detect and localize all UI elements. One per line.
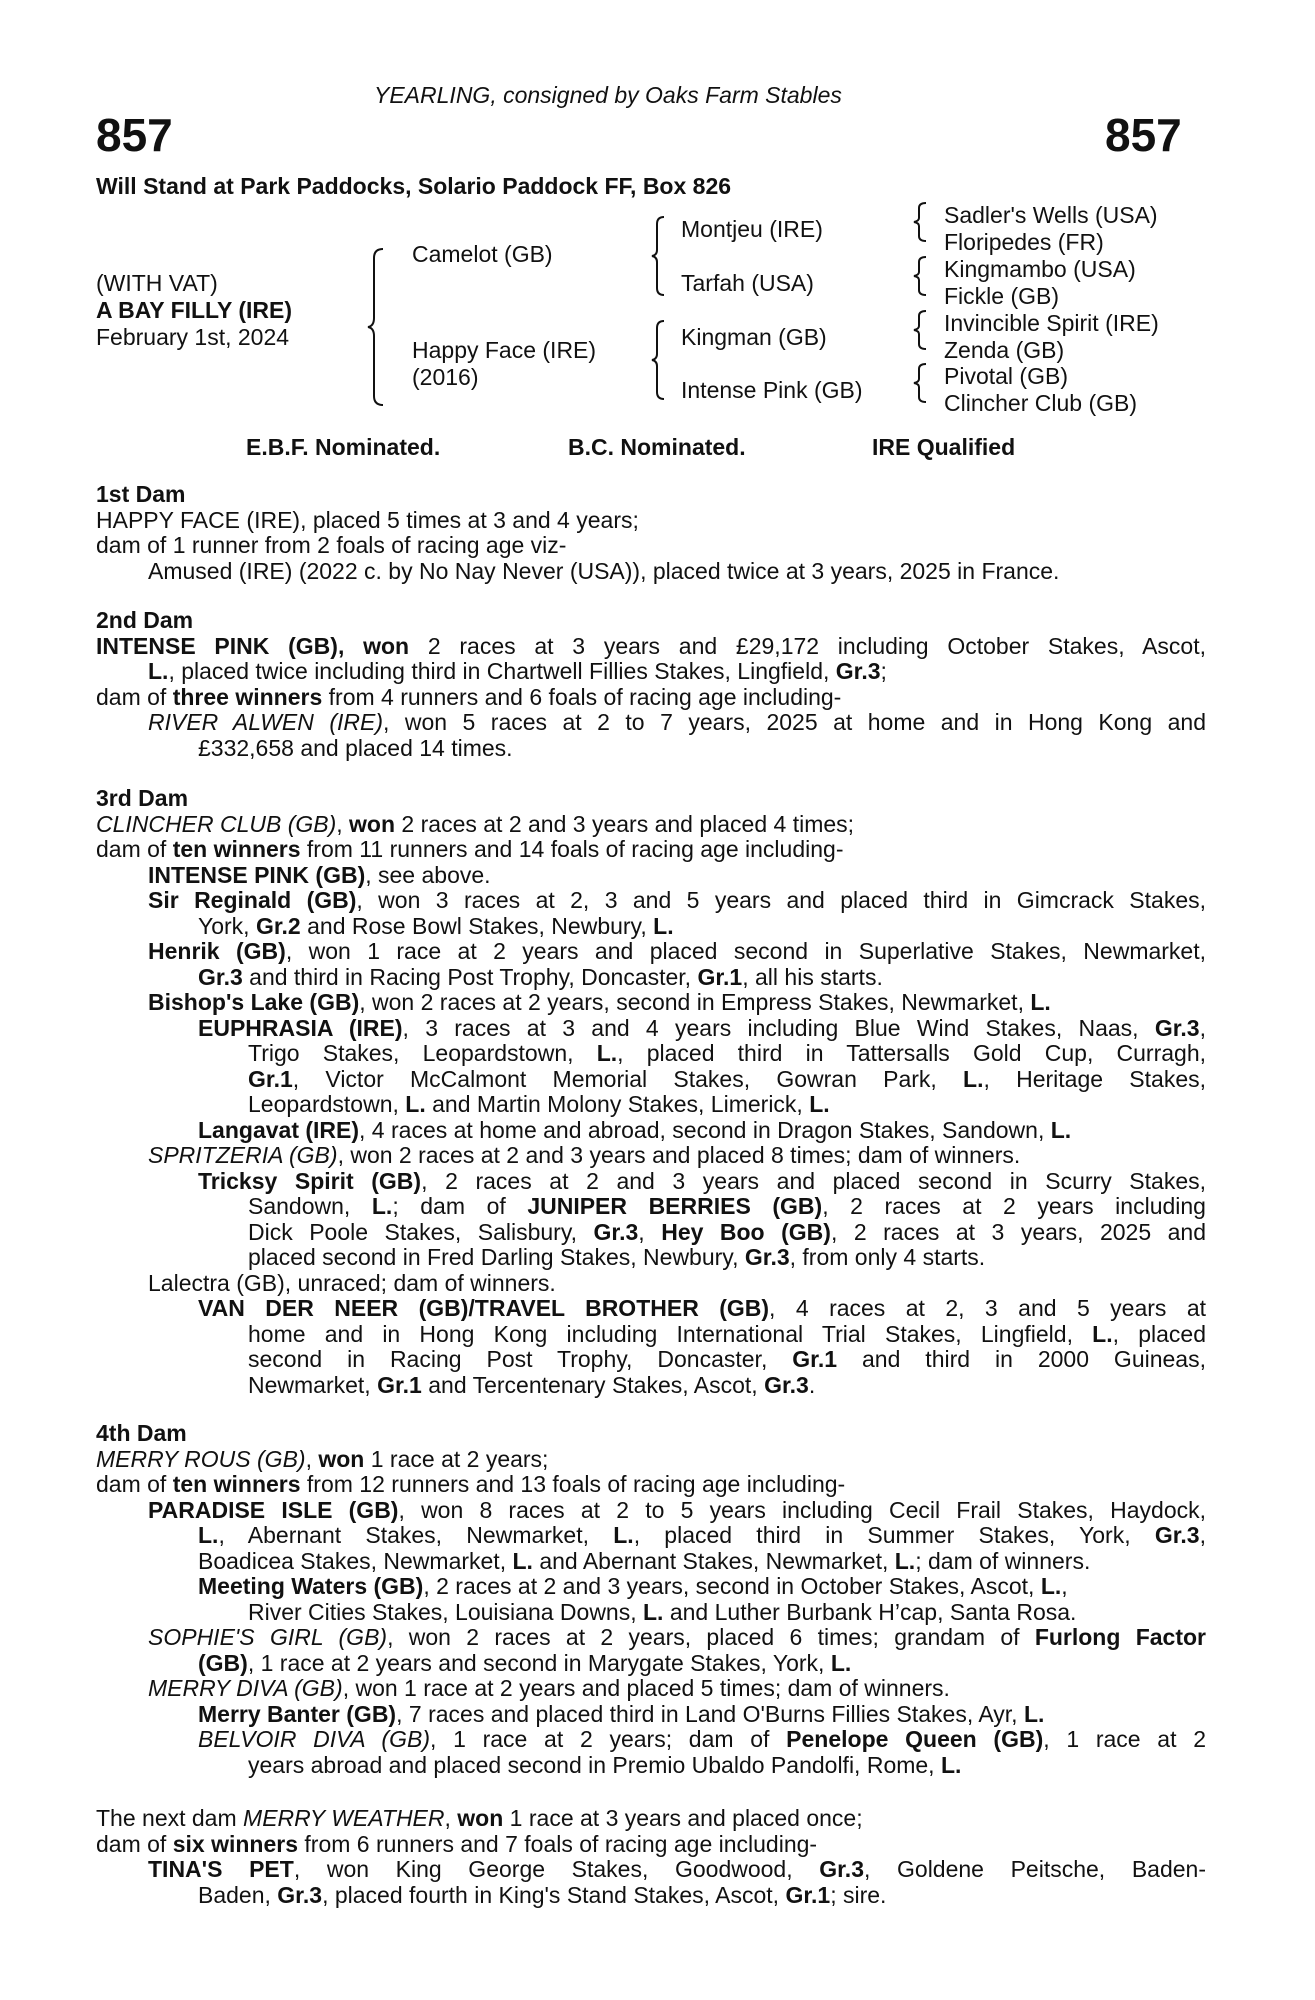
grade: L. xyxy=(198,1522,219,1548)
text: 1 race at 3 years and placed once; xyxy=(503,1805,863,1831)
progeny-line xyxy=(96,1727,1206,1753)
progeny-name: Penelope Queen (GB) xyxy=(786,1726,1044,1752)
text: , placed third in Tattersalls Gold Cup, Curragh, xyxy=(617,1040,1206,1066)
text: , 2 races at 2 and 3 years, second in October Stakes, Ascot, xyxy=(423,1573,1041,1599)
pedigree-brace xyxy=(912,256,928,296)
text: 2 races at 2 and 3 years and placed 4 times; xyxy=(395,810,855,837)
dam-line xyxy=(96,1447,1206,1473)
grade: L. xyxy=(405,1091,426,1117)
progeny-line: Amused (IRE) (2022 c. by No Nay Never (USA)), placed twice at 3 years, 2025 in France. xyxy=(148,557,1060,584)
grade: L. xyxy=(653,912,674,939)
grade: Gr.2 xyxy=(255,912,301,939)
text: , placed fourth in King's Stand Stakes, Ascot, xyxy=(322,1881,786,1908)
text: Dick Poole Stakes, Salisbury, xyxy=(248,1218,594,1245)
grade: L. xyxy=(1092,1320,1113,1347)
ancestor-g3: Pivotal (GB) xyxy=(944,363,1068,389)
dam-name: MERRY ROUS (GB) xyxy=(96,1445,306,1472)
dam: Happy Face (IRE) xyxy=(412,337,597,363)
text: and third in Racing Post Trophy, Doncaster, xyxy=(242,963,698,990)
progeny-line xyxy=(96,1523,1206,1549)
text: , won 8 races at 2 to 5 years including Cecil Frail Stakes, Haydock, xyxy=(398,1496,1206,1523)
dam-name: MERRY WEATHER xyxy=(243,1805,445,1831)
text: , won 1 race at 2 years and placed second in Superlative Stakes, Newmarket, xyxy=(285,938,1206,964)
grade: Gr.3 xyxy=(277,1881,323,1908)
text: , xyxy=(1199,1522,1206,1548)
grade: Gr.1 xyxy=(697,963,743,990)
winners-count: three winners xyxy=(172,683,323,710)
lot-number-left: 857 xyxy=(96,109,173,161)
text: York, xyxy=(198,912,256,939)
text: and Martin Molony Stakes, Limerick, xyxy=(425,1091,810,1117)
text: , won 1 race at 2 years and placed 5 times; dam of winners. xyxy=(342,1675,950,1701)
text: , won 2 races at 2 years, second in Empress Stakes, Newmarket, xyxy=(359,989,1031,1015)
grade: L. xyxy=(596,1040,618,1066)
section-title: 1st Dam xyxy=(96,481,186,507)
progeny-line xyxy=(96,1676,1206,1702)
progeny-line xyxy=(96,939,1206,965)
text: , 2 races at 3 years, 2025 and xyxy=(830,1218,1207,1245)
text: from 6 runners and 7 foals of racing age including- xyxy=(298,1830,818,1857)
text: , placed xyxy=(1112,1320,1206,1347)
grade: L. xyxy=(613,1522,634,1548)
progeny-line xyxy=(96,1753,1206,1779)
progeny-line xyxy=(96,1883,1206,1909)
grade: L. xyxy=(1040,1573,1062,1599)
progeny-line xyxy=(96,1322,1206,1348)
progeny-line xyxy=(96,1574,1206,1600)
winners-count: ten winners xyxy=(172,1471,301,1497)
dam-year: (2016) xyxy=(412,364,479,390)
ancestor-g3: Clincher Club (GB) xyxy=(944,390,1137,416)
text: from 11 runners and 14 foals of racing age including- xyxy=(300,836,844,862)
catalogue-heading: YEARLING, consigned by Oaks Farm Stables xyxy=(374,82,842,108)
dam-line xyxy=(96,812,1206,838)
grade: L. xyxy=(1023,1700,1045,1727)
grade: L. xyxy=(940,1751,962,1778)
text: , Goldene Peitsche, Baden- xyxy=(864,1856,1206,1882)
progeny-name: PARADISE ISLE (GB) xyxy=(148,1496,399,1523)
progeny-name: MERRY DIVA (GB) xyxy=(148,1675,343,1701)
text: , xyxy=(1199,1014,1206,1041)
grade: L. xyxy=(371,1193,393,1219)
progeny-line xyxy=(96,914,1206,940)
pedigree-brace xyxy=(650,320,666,400)
grade: Gr.1 xyxy=(248,1065,293,1092)
progeny-line xyxy=(96,1347,1206,1373)
grade: Gr.3 xyxy=(835,658,881,684)
grade: Gr.3 xyxy=(1154,1522,1200,1548)
section-title: 3rd Dam xyxy=(96,785,189,811)
progeny-name: Hey Boo (GB) xyxy=(661,1218,831,1245)
text: , xyxy=(336,810,350,837)
progeny-line xyxy=(96,1220,1206,1246)
text: , 2 races at 2 years including xyxy=(822,1193,1206,1219)
sire: Camelot (GB) xyxy=(412,241,553,267)
grade: L. xyxy=(963,1065,984,1092)
progeny-name: TINA'S PET xyxy=(148,1856,294,1882)
text: Sandown, xyxy=(248,1193,372,1219)
progeny-line xyxy=(96,1092,1206,1118)
text: Baden, xyxy=(198,1881,278,1908)
text: , 1 race at 2 years and second in Marygate Stakes, York, xyxy=(247,1649,831,1676)
text: , xyxy=(638,1218,662,1245)
progeny-line xyxy=(96,1169,1206,1195)
text: , 4 races at home and abroad, second in Dragon Stakes, Sandown, xyxy=(359,1116,1051,1143)
text: and Luther Burbank H’cap, Santa Rosa. xyxy=(663,1598,1077,1625)
progeny-name: Meeting Waters (GB) xyxy=(198,1573,424,1599)
fourth-dam-section xyxy=(96,1421,1206,1778)
text: ; xyxy=(880,658,887,684)
progeny-name: JUNIPER BERRIES (GB) xyxy=(527,1193,823,1219)
text: , 1 race at 2 years; dam of xyxy=(429,1726,787,1752)
text: won xyxy=(349,810,396,837)
grade: Gr.1 xyxy=(792,1346,838,1372)
progeny-name: Tricksy Spirit (GB) xyxy=(198,1167,422,1194)
third-dam-section xyxy=(96,786,1206,1398)
text: , from only 4 starts. xyxy=(789,1244,986,1270)
dam-line xyxy=(96,634,1206,660)
sire-sire: Montjeu (IRE) xyxy=(681,216,823,242)
dam-dam: Intense Pink (GB) xyxy=(681,377,863,403)
progeny-name: INTENSE PINK (GB) xyxy=(148,861,366,888)
text: dam of xyxy=(96,683,173,710)
grade: L. xyxy=(512,1547,533,1574)
progeny-line xyxy=(96,1625,1206,1651)
text: , won 2 races at 2 and 3 years and placed 8 times; dam of winners. xyxy=(337,1142,1021,1168)
horse-name: A BAY FILLY (IRE) xyxy=(96,297,292,323)
progeny-line xyxy=(96,1143,1206,1169)
grade: Gr.1 xyxy=(377,1371,422,1398)
winners-count: ten winners xyxy=(172,836,301,862)
text: ; dam of winners. xyxy=(915,1547,1091,1574)
bc-nomination: B.C. Nominated. xyxy=(568,434,746,460)
progeny-name: BELVOIR DIVA (GB) xyxy=(198,1726,430,1752)
progeny-line xyxy=(96,1498,1206,1524)
dam-name: CLINCHER CLUB (GB) xyxy=(96,810,337,837)
progeny-line xyxy=(96,1016,1206,1042)
text: , xyxy=(305,1445,319,1472)
progeny-name: SPRITZERIA (GB) xyxy=(148,1142,338,1168)
text: , won King George Stakes, Goodwood, xyxy=(293,1856,820,1882)
text: Boadicea Stakes, Newmarket, xyxy=(198,1547,513,1574)
progeny-line xyxy=(96,863,1206,889)
text: , won 5 races at 2 to 7 years, 2025 at home and in Hong Kong and xyxy=(382,709,1206,735)
section-title: 2nd Dam xyxy=(96,607,194,633)
progeny-line xyxy=(96,1118,1206,1144)
ancestor-g3: Zenda (GB) xyxy=(944,337,1065,363)
pedigree-brace xyxy=(366,248,386,406)
dam-line: HAPPY FACE (IRE), placed 5 times at 3 and 4 years; xyxy=(96,506,639,533)
lot-number-right: 857 xyxy=(1105,109,1182,161)
text: won xyxy=(318,1445,365,1472)
progeny-line xyxy=(96,1651,1206,1677)
text: years abroad and placed second in Premio Ubaldo Pandolfi, Rome, xyxy=(248,1751,941,1778)
ancestor-g3: Invincible Spirit (IRE) xyxy=(944,310,1159,336)
winners-count: six winners xyxy=(172,1830,298,1857)
text: The next dam xyxy=(96,1805,244,1831)
ire-qualification: IRE Qualified xyxy=(872,434,1016,460)
dam-line xyxy=(96,659,1206,685)
pedigree-brace xyxy=(650,216,666,296)
text: , Victor McCalmont Memorial Stakes, Gowran Park, xyxy=(292,1065,964,1092)
grade: L. xyxy=(894,1547,916,1574)
progeny-line xyxy=(96,1194,1206,1220)
dam-line xyxy=(96,837,1206,863)
grade: Gr.3 xyxy=(1154,1014,1200,1041)
grade: Gr.3 xyxy=(593,1218,639,1245)
progeny-name: EUPHRASIA (IRE) xyxy=(198,1014,403,1041)
grade: Gr.3 xyxy=(198,963,243,990)
progeny-line xyxy=(96,888,1206,914)
progeny-name: Henrik (GB) xyxy=(148,938,286,964)
progeny-name: SOPHIE'S GIRL (GB) xyxy=(148,1624,388,1650)
text: , won 3 races at 2, 3 and 5 years and placed third in Gimcrack Stakes, xyxy=(356,887,1207,913)
progeny-name: RIVER ALWEN (IRE) xyxy=(148,709,383,735)
second-dam-section xyxy=(96,608,1206,761)
dam-line: dam of 1 runner from 2 foals of racing age viz- xyxy=(96,532,567,558)
grade: L. xyxy=(1050,1116,1072,1143)
progeny-line xyxy=(96,710,1206,736)
text: Trigo Stakes, Leopardstown, xyxy=(248,1040,597,1066)
grade: Gr.3 xyxy=(744,1244,790,1270)
grade: L. xyxy=(1030,989,1051,1015)
progeny-name: Merry Banter (GB) xyxy=(198,1700,397,1727)
stand-location: Will Stand at Park Paddocks, Solario Paddock FF, Box 826 xyxy=(96,173,732,199)
dam-name: INTENSE PINK (GB), won xyxy=(96,632,410,659)
progeny-name: Langavat (IRE) xyxy=(198,1116,360,1143)
progeny-line xyxy=(96,1067,1206,1093)
text: won xyxy=(457,1805,504,1831)
text: , 7 races and placed third in Land O'Burns Fillies Stakes, Ayr, xyxy=(396,1700,1024,1727)
progeny-name: (GB) xyxy=(198,1649,248,1676)
text: from 12 runners and 13 foals of racing age including- xyxy=(300,1471,846,1497)
text: , won 2 races at 2 years, placed 6 times; grandam of xyxy=(387,1624,1035,1650)
dam-line xyxy=(96,685,1206,711)
text: , see above. xyxy=(365,861,491,888)
text: home and in Hong Kong including International Trial Stakes, Lingfield, xyxy=(248,1320,1093,1347)
text: from 4 runners and 6 foals of racing age including- xyxy=(322,683,842,710)
grade: Gr.1 xyxy=(785,1881,831,1908)
text: and Rose Bowl Stakes, Newbury, xyxy=(300,912,654,939)
first-dam-section xyxy=(96,482,1206,584)
text: , Abernant Stakes, Newmarket, xyxy=(218,1522,614,1548)
text: placed second in Fred Darling Stakes, Newbury, xyxy=(248,1244,745,1270)
dam-line xyxy=(96,1472,1206,1498)
text: River Cities Stakes, Louisiana Downs, xyxy=(248,1598,643,1625)
text: , 1 race at 2 xyxy=(1043,1726,1206,1752)
text: dam of xyxy=(96,1471,173,1497)
text: dam of xyxy=(96,1830,173,1857)
text: ; dam of xyxy=(392,1193,528,1219)
progeny-name: VAN DER NEER (GB)/TRAVEL BROTHER (GB) xyxy=(198,1295,770,1321)
pedigree-brace xyxy=(912,363,928,403)
text: , xyxy=(1061,1573,1068,1599)
grade: Gr.3 xyxy=(764,1371,809,1398)
text: , all his starts. xyxy=(742,963,883,990)
text: , xyxy=(444,1805,458,1831)
text: Leopardstown, xyxy=(248,1091,406,1117)
progeny-line xyxy=(96,1702,1206,1728)
dam-line xyxy=(96,1832,1206,1858)
grade: L. xyxy=(643,1598,664,1625)
text: and Abernant Stakes, Newmarket, xyxy=(532,1547,895,1574)
ancestor-g3: Floripedes (FR) xyxy=(944,229,1104,255)
progeny-line xyxy=(96,965,1206,991)
section-title: 4th Dam xyxy=(96,1420,187,1446)
sire-dam: Tarfah (USA) xyxy=(681,270,814,296)
text: and Tercentenary Stakes, Ascot, xyxy=(421,1371,765,1398)
text: second in Racing Post Trophy, Doncaster, xyxy=(248,1346,793,1372)
progeny-line xyxy=(96,1296,1206,1322)
dam-line xyxy=(96,1806,1206,1832)
ancestor-g3: Kingmambo (USA) xyxy=(944,256,1136,282)
text: and third in 2000 Guineas, xyxy=(837,1346,1206,1372)
progeny-name: Furlong Factor xyxy=(1034,1624,1206,1650)
grade: Gr.3 xyxy=(819,1856,864,1882)
progeny-line xyxy=(96,1041,1206,1067)
text: , placed third in Summer Stakes, York, xyxy=(633,1522,1155,1548)
progeny-line xyxy=(96,1245,1206,1271)
progeny-name: Bishop's Lake (GB) xyxy=(148,989,360,1015)
text: Newmarket, xyxy=(248,1371,378,1398)
progeny-line xyxy=(96,1600,1206,1626)
text: 1 race at 2 years; xyxy=(364,1445,549,1472)
progeny-line xyxy=(96,1857,1206,1883)
pedigree-brace xyxy=(912,310,928,350)
ebf-nomination: E.B.F. Nominated. xyxy=(246,434,441,460)
progeny-line: £332,658 and placed 14 times. xyxy=(198,734,513,761)
text: ; sire. xyxy=(830,1881,887,1908)
text: , 3 races at 3 and 4 years including Blue Wind Stakes, Naas, xyxy=(402,1014,1155,1041)
grade: L. xyxy=(830,1649,852,1676)
progeny-line xyxy=(96,1373,1206,1399)
text: dam of xyxy=(96,836,173,862)
text: , Heritage Stakes, xyxy=(983,1065,1206,1092)
text: , placed twice including third in Chartwell Fillies Stakes, Lingfield, xyxy=(168,658,836,684)
foaling-date: February 1st, 2024 xyxy=(96,324,290,350)
grade: L. xyxy=(148,658,169,684)
text: , 4 races at 2, 3 and 5 years at xyxy=(769,1295,1206,1321)
progeny-line xyxy=(96,990,1206,1016)
progeny-line: Lalectra (GB), unraced; dam of winners. xyxy=(148,1269,556,1296)
progeny-name: Sir Reginald (GB) xyxy=(148,887,357,913)
grade: L. xyxy=(809,1091,830,1117)
text: , 2 races at 2 and 3 years and placed second in Scurry Stakes, xyxy=(421,1167,1206,1194)
progeny-line xyxy=(96,1549,1206,1575)
next-dam-section xyxy=(96,1806,1206,1908)
ancestor-g3: Fickle (GB) xyxy=(944,283,1059,309)
dam-sire: Kingman (GB) xyxy=(681,324,827,350)
ancestor-g3: Sadler's Wells (USA) xyxy=(944,202,1158,228)
text: 2 races at 3 years and £29,172 including October Stakes, Ascot, xyxy=(409,632,1206,659)
vat-note: (WITH VAT) xyxy=(96,270,218,296)
pedigree-brace xyxy=(912,202,928,242)
text: . xyxy=(808,1371,816,1398)
